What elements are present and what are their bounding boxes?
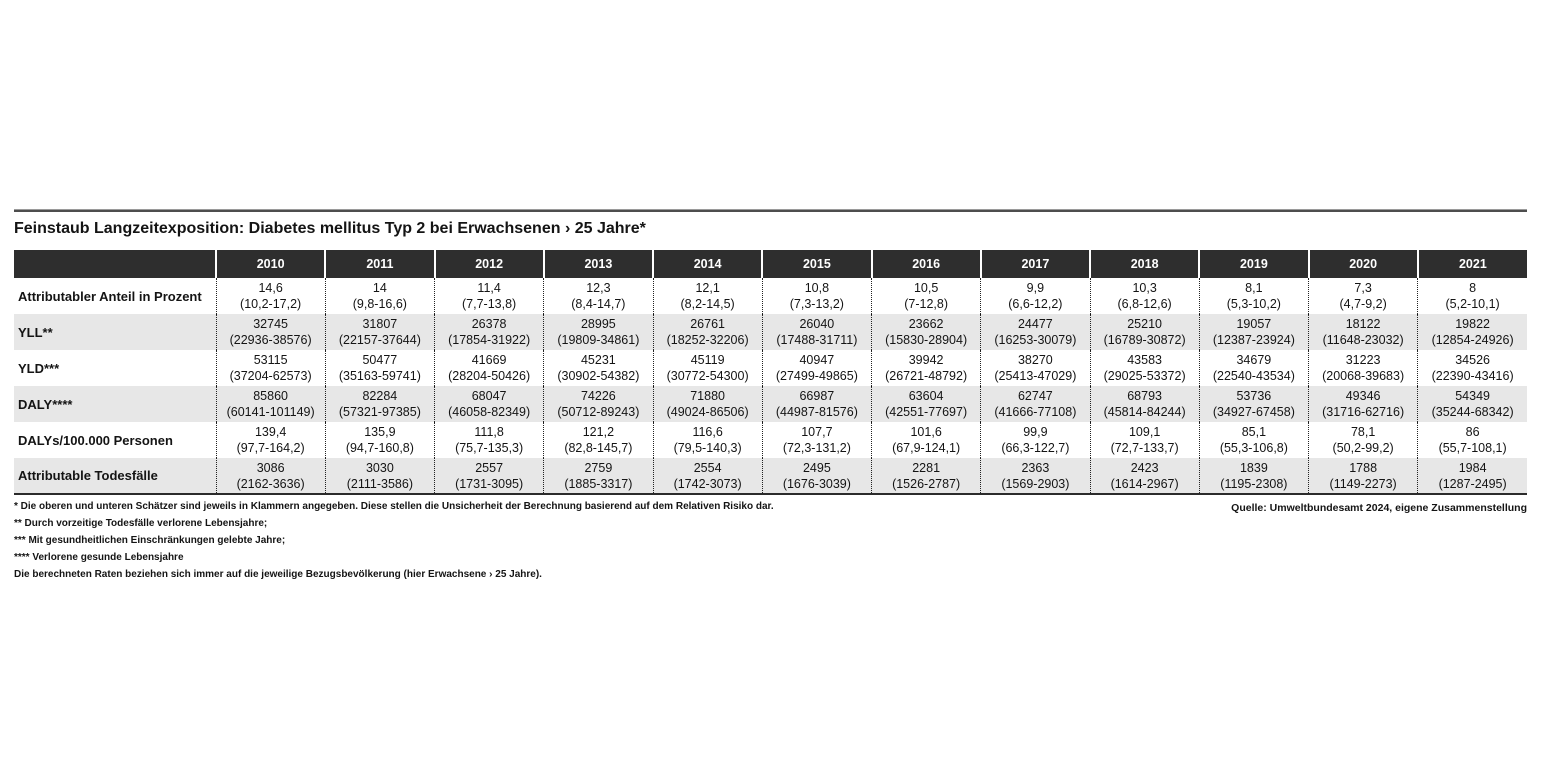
cell-value: 78,1 xyxy=(1350,425,1376,439)
data-cell xyxy=(544,386,653,422)
cell-range: (37204-62573) xyxy=(229,369,312,383)
row-label: DALYs/100.000 Personen xyxy=(18,432,173,448)
cell-value: 135,9 xyxy=(364,425,396,439)
year-header: 2012 xyxy=(435,250,544,278)
data-cell xyxy=(1199,386,1308,422)
cell-range: (20068-39683) xyxy=(1322,369,1405,383)
data-cell xyxy=(1309,458,1418,494)
cell-value: 10,8 xyxy=(804,281,830,295)
data-cell xyxy=(1309,314,1418,350)
cell-value: 121,2 xyxy=(582,425,615,439)
cell-range: (16253-30079) xyxy=(994,333,1077,347)
data-cell xyxy=(872,350,981,386)
cell-value: 2363 xyxy=(1021,460,1050,475)
cell-range: (1742-3073) xyxy=(673,476,742,491)
table-row xyxy=(14,278,1527,314)
data-cell xyxy=(435,422,544,458)
cell-value: 14,6 xyxy=(258,281,283,295)
cell-value: 53115 xyxy=(253,353,288,367)
cell-range: (22157-37644) xyxy=(338,333,421,347)
cell-range: (50,2-99,2) xyxy=(1332,441,1394,455)
data-cell xyxy=(216,278,325,314)
cell-value: 31807 xyxy=(362,317,398,331)
row-label: Attributable Todesfälle xyxy=(18,468,158,483)
year-header: 2021 xyxy=(1418,250,1527,278)
cell-range: (25413-47029) xyxy=(994,369,1077,383)
cell-range: (45814-84244) xyxy=(1103,405,1186,419)
cell-value: 39942 xyxy=(908,353,944,367)
data-cell xyxy=(544,278,653,314)
cell-value: 28995 xyxy=(580,317,616,331)
cell-value: 54349 xyxy=(1455,389,1490,403)
cell-range: (17854-31922) xyxy=(448,333,531,347)
data-cell xyxy=(872,386,981,422)
cell-range: (49024-86506) xyxy=(666,405,749,419)
year-header: 2015 xyxy=(762,250,871,278)
page-title: Feinstaub Langzeitexposition: Diabetes mellitus Typ 2 bei Erwachsenen › 25 Jahre* xyxy=(14,220,646,237)
cell-range: (35163-59741) xyxy=(338,369,421,383)
cell-value: 19822 xyxy=(1455,317,1490,331)
footnote: * Die oberen und unteren Schätzer sind jeweils in Klammern angegeben. Diese stellen die Unsicherheit der Berechnung basierend auf dem Relativen Risiko dar. xyxy=(14,501,774,512)
cell-value: 107,7 xyxy=(801,425,833,439)
data-cell xyxy=(325,458,434,494)
data-table xyxy=(14,250,1527,495)
row-label: DALY**** xyxy=(18,396,73,412)
cell-range: (31716-62716) xyxy=(1322,405,1405,419)
cell-value: 3030 xyxy=(365,460,394,475)
data-cell xyxy=(762,278,871,314)
cell-range: (79,5-140,3) xyxy=(673,441,742,455)
cell-value: 38270 xyxy=(1017,353,1053,367)
cell-range: (97,7-164,2) xyxy=(236,441,305,455)
cell-range: (4,7-9,2) xyxy=(1339,297,1387,311)
data-cell xyxy=(1090,458,1199,494)
cell-range: (1526-2787) xyxy=(892,476,961,491)
data-cell xyxy=(435,350,544,386)
cell-value: 139,4 xyxy=(254,425,287,439)
data-cell xyxy=(1309,350,1418,386)
cell-range: (5,3-10,2) xyxy=(1226,297,1281,311)
cell-range: (50712-89243) xyxy=(557,405,640,419)
data-cell xyxy=(435,386,544,422)
cell-range: (27499-49865) xyxy=(775,369,858,383)
data-cell xyxy=(762,386,871,422)
cell-value: 49346 xyxy=(1345,389,1381,403)
cell-value: 10,5 xyxy=(913,281,939,295)
cell-range: (34927-67458) xyxy=(1212,405,1295,419)
data-cell xyxy=(1309,422,1418,458)
cell-value: 43583 xyxy=(1127,353,1162,367)
footnote: Die berechneten Raten beziehen sich immer auf die jeweilige Bezugsbevölkerung (hier Erwachsene › 25 Jahre). xyxy=(14,569,542,580)
data-cell xyxy=(325,314,434,350)
cell-value: 26040 xyxy=(799,317,835,331)
cell-value: 12,1 xyxy=(695,281,720,295)
cell-value: 40947 xyxy=(799,353,835,367)
cell-range: (1676-3039) xyxy=(782,476,851,491)
cell-range: (5,2-10,1) xyxy=(1445,297,1500,311)
data-cell xyxy=(1090,314,1199,350)
cell-range: (41666-77108) xyxy=(994,405,1077,419)
cell-value: 8 xyxy=(1469,281,1477,295)
data-cell xyxy=(325,386,434,422)
data-cell xyxy=(981,350,1090,386)
cell-range: (10,2-17,2) xyxy=(240,297,302,311)
cell-value: 2423 xyxy=(1130,460,1159,475)
cell-value: 101,6 xyxy=(910,425,942,439)
table-row xyxy=(14,350,1527,386)
data-cell xyxy=(981,386,1090,422)
cell-value: 85,1 xyxy=(1241,425,1267,439)
cell-value: 7,3 xyxy=(1354,281,1372,295)
data-cell xyxy=(544,350,653,386)
data-cell xyxy=(1418,386,1527,422)
cell-value: 85860 xyxy=(253,389,288,403)
cell-value: 3086 xyxy=(256,460,285,475)
cell-value: 1984 xyxy=(1458,460,1487,475)
data-cell xyxy=(435,314,544,350)
cell-range: (1195-2308) xyxy=(1220,476,1288,491)
cell-value: 11,4 xyxy=(477,281,501,295)
data-cell xyxy=(216,386,325,422)
cell-range: (18252-32206) xyxy=(666,333,749,347)
cell-value: 9,9 xyxy=(1026,281,1045,295)
data-cell xyxy=(981,458,1090,494)
cell-range: (67,9-124,1) xyxy=(892,441,961,455)
cell-range: (22390-43416) xyxy=(1431,369,1514,383)
cell-range: (1149-2273) xyxy=(1329,476,1397,491)
table-row xyxy=(14,314,1527,350)
data-cell xyxy=(762,350,871,386)
cell-range: (29025-53372) xyxy=(1103,369,1186,383)
cell-range: (46058-82349) xyxy=(448,405,531,419)
footnotes xyxy=(14,502,774,587)
top-rule xyxy=(14,209,1527,212)
cell-value: 8,1 xyxy=(1245,281,1263,295)
cell-value: 74226 xyxy=(580,389,616,403)
data-cell xyxy=(872,458,981,494)
year-header: 2013 xyxy=(544,250,653,278)
year-header: 2010 xyxy=(216,250,325,278)
cell-range: (30902-54382) xyxy=(557,369,640,383)
cell-range: (7-12,8) xyxy=(904,297,949,311)
year-header: 2011 xyxy=(325,250,434,278)
cell-value: 25210 xyxy=(1127,317,1162,331)
cell-value: 10,3 xyxy=(1132,281,1157,295)
data-cell xyxy=(653,458,762,494)
cell-value: 34526 xyxy=(1455,353,1490,367)
table-row xyxy=(14,458,1527,494)
table-header xyxy=(14,250,1527,278)
data-cell xyxy=(1090,350,1199,386)
cell-range: (7,3-13,2) xyxy=(789,297,844,311)
footnote: *** Mit gesundheitlichen Einschränkungen gelebte Jahre; xyxy=(14,535,286,546)
cell-range: (42551-77697) xyxy=(885,405,968,419)
cell-value: 2557 xyxy=(475,460,504,475)
cell-value: 12,3 xyxy=(586,281,611,295)
data-cell xyxy=(981,278,1090,314)
cell-range: (9,8-16,6) xyxy=(352,297,407,311)
data-cell xyxy=(653,278,762,314)
data-cell xyxy=(435,458,544,494)
cell-value: 2554 xyxy=(693,460,722,475)
data-cell xyxy=(1090,386,1199,422)
data-cell xyxy=(1309,278,1418,314)
cell-value: 53736 xyxy=(1236,389,1272,403)
cell-range: (55,7-108,1) xyxy=(1438,441,1507,455)
cell-range: (1287-2495) xyxy=(1438,476,1507,491)
table-row xyxy=(14,422,1527,458)
data-cell xyxy=(216,422,325,458)
cell-range: (22936-38576) xyxy=(229,333,312,347)
cell-value: 23662 xyxy=(908,317,944,331)
cell-value: 109,1 xyxy=(1128,425,1161,439)
cell-range: (28204-50426) xyxy=(448,369,531,383)
cell-value: 31223 xyxy=(1345,353,1381,367)
data-cell xyxy=(981,314,1090,350)
cell-range: (15830-28904) xyxy=(885,333,968,347)
cell-range: (1569-2903) xyxy=(1001,476,1070,491)
data-cell xyxy=(1418,350,1527,386)
data-cell xyxy=(1090,278,1199,314)
data-cell xyxy=(653,350,762,386)
data-cell xyxy=(762,422,871,458)
cell-range: (1885-3317) xyxy=(564,476,633,491)
cell-value: 2759 xyxy=(584,460,613,475)
cell-value: 26378 xyxy=(471,317,507,331)
cell-value: 99,9 xyxy=(1023,425,1048,439)
data-cell xyxy=(544,458,653,494)
cell-value: 111,8 xyxy=(474,425,504,439)
cell-value: 68793 xyxy=(1127,389,1162,403)
header-row xyxy=(14,250,1527,278)
data-cell xyxy=(544,422,653,458)
cell-value: 63604 xyxy=(908,389,944,403)
cell-value: 32745 xyxy=(253,317,288,331)
year-header: 2018 xyxy=(1090,250,1199,278)
data-cell xyxy=(1199,278,1308,314)
data-cell xyxy=(216,314,325,350)
cell-range: (75,7-135,3) xyxy=(455,441,524,455)
cell-range: (66,3-122,7) xyxy=(1001,441,1070,455)
data-cell xyxy=(1309,386,1418,422)
cell-value: 19057 xyxy=(1236,317,1272,331)
footnote: ** Durch vorzeitige Todesfälle verlorene Lebensjahre; xyxy=(14,518,268,529)
cell-value: 116,6 xyxy=(692,425,723,439)
cell-value: 2495 xyxy=(802,460,831,475)
cell-value: 45231 xyxy=(580,353,616,367)
year-header: 2014 xyxy=(653,250,762,278)
data-cell xyxy=(762,458,871,494)
cell-value: 71880 xyxy=(690,389,725,403)
cell-range: (16789-30872) xyxy=(1103,333,1186,347)
data-cell xyxy=(872,278,981,314)
cell-range: (30772-54300) xyxy=(666,369,749,383)
cell-range: (11648-23032) xyxy=(1322,333,1404,347)
cell-value: 14 xyxy=(372,281,387,295)
cell-value: 34679 xyxy=(1236,353,1272,367)
cell-range: (17488-31711) xyxy=(776,333,858,347)
data-cell xyxy=(1199,314,1308,350)
cell-range: (94,7-160,8) xyxy=(345,441,414,455)
data-cell xyxy=(216,458,325,494)
cell-range: (72,7-133,7) xyxy=(1110,441,1179,455)
data-cell xyxy=(653,422,762,458)
data-cell xyxy=(872,422,981,458)
data-cell xyxy=(1199,458,1308,494)
year-header: 2019 xyxy=(1199,250,1308,278)
below-table xyxy=(14,502,1527,587)
cell-value: 45119 xyxy=(690,353,725,367)
table-row xyxy=(14,386,1527,422)
cell-value: 26761 xyxy=(690,317,725,331)
cell-range: (7,7-13,8) xyxy=(462,297,517,311)
cell-range: (12854-24926) xyxy=(1431,333,1514,347)
cell-range: (55,3-106,8) xyxy=(1219,441,1288,455)
figure-container xyxy=(14,209,1527,587)
cell-range: (6,6-12,2) xyxy=(1008,297,1063,311)
data-cell xyxy=(872,314,981,350)
cell-range: (60141-101149) xyxy=(226,405,315,419)
row-label: YLD*** xyxy=(18,360,60,376)
row-label: YLL** xyxy=(18,324,53,340)
cell-value: 41669 xyxy=(471,353,507,367)
row-label: Attributabler Anteil in Prozent xyxy=(18,288,202,304)
cell-range: (8,2-14,5) xyxy=(680,297,735,311)
cell-value: 86 xyxy=(1465,425,1480,439)
cell-value: 2281 xyxy=(912,460,941,475)
cell-value: 1788 xyxy=(1349,460,1378,475)
data-cell xyxy=(1418,422,1527,458)
cell-value: 50477 xyxy=(362,353,398,367)
year-header: 2020 xyxy=(1309,250,1418,278)
corner-cell xyxy=(14,250,216,278)
data-cell xyxy=(653,386,762,422)
data-cell xyxy=(1418,458,1527,494)
table-body xyxy=(14,278,1527,494)
cell-range: (22540-43534) xyxy=(1212,369,1295,383)
data-cell xyxy=(1418,278,1527,314)
year-header: 2016 xyxy=(872,250,981,278)
cell-range: (6,8-12,6) xyxy=(1117,297,1172,311)
data-cell xyxy=(325,350,434,386)
footnote: **** Verlorene gesunde Lebensjahre xyxy=(14,552,184,563)
cell-range: (26721-48792) xyxy=(885,369,968,383)
cell-value: 62747 xyxy=(1017,389,1053,403)
data-cell xyxy=(1199,350,1308,386)
data-cell xyxy=(435,278,544,314)
source-note: Quelle: Umweltbundesamt 2024, eigene Zusammenstellung xyxy=(1231,502,1527,514)
cell-range: (12387-23924) xyxy=(1212,333,1295,347)
data-cell xyxy=(544,314,653,350)
cell-range: (2111-3586) xyxy=(346,476,413,491)
data-cell xyxy=(1418,314,1527,350)
cell-range: (8,4-14,7) xyxy=(571,297,626,311)
cell-value: 18122 xyxy=(1345,317,1381,331)
cell-range: (2162-3636) xyxy=(236,476,305,491)
year-header: 2017 xyxy=(981,250,1090,278)
cell-value: 66987 xyxy=(799,389,835,403)
data-cell xyxy=(653,314,762,350)
cell-range: (44987-81576) xyxy=(775,405,858,419)
data-cell xyxy=(325,422,434,458)
data-cell xyxy=(1199,422,1308,458)
cell-range: (72,3-131,2) xyxy=(782,441,851,455)
data-cell xyxy=(1090,422,1199,458)
cell-value: 24477 xyxy=(1017,317,1053,331)
cell-value: 1839 xyxy=(1239,460,1268,475)
cell-value: 82284 xyxy=(362,389,398,403)
cell-range: (19809-34861) xyxy=(557,333,640,347)
cell-range: (1614-2967) xyxy=(1110,476,1179,491)
data-cell xyxy=(762,314,871,350)
cell-range: (82,8-145,7) xyxy=(564,441,633,455)
data-cell xyxy=(981,422,1090,458)
cell-range: (35244-68342) xyxy=(1431,405,1514,419)
cell-range: (57321-97385) xyxy=(338,405,421,419)
cell-value: 68047 xyxy=(471,389,507,403)
data-cell xyxy=(216,350,325,386)
data-cell xyxy=(325,278,434,314)
cell-range: (1731-3095) xyxy=(455,476,524,491)
